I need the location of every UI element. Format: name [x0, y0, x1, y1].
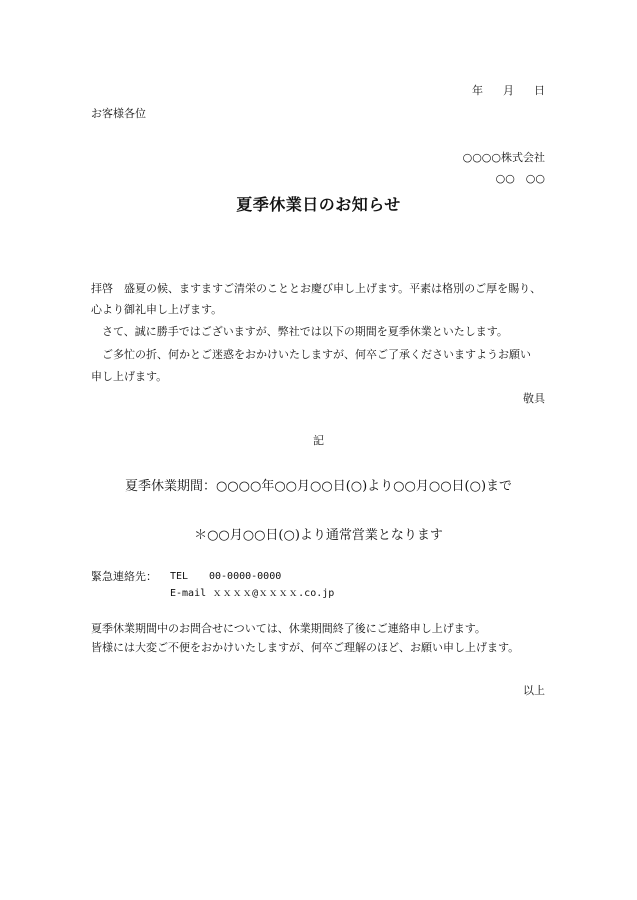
contact-tel-label: TEL [170, 571, 189, 582]
date-month: 月 [503, 84, 514, 97]
date-line [472, 84, 545, 98]
closing-keigu: 敬具 [523, 392, 545, 405]
body-line-1: 拝啓 盛夏の候、ますますご清栄のこととお慶び申し上げます。平素は格別のご厚を賜り、 [91, 282, 542, 295]
date-day: 日 [534, 84, 545, 97]
resume-notice: ＊○○月○○日(○)より通常営業となります [194, 528, 443, 543]
body-line-5: 申し上げます。 [91, 370, 168, 383]
holiday-period: 夏季休業期間：○○○○年○○月○○日(○)より○○月○○日(○)まで [124, 479, 513, 494]
notes-line-1: 夏季休業期間中のお問合せについては、休業期間終了後にご連絡申し上げます。 [91, 622, 486, 635]
sender-company: ○○○○株式会社 [462, 151, 545, 164]
closing-ijou: 以上 [523, 684, 545, 697]
body-line-4: ご多忙の折、何かとご迷惑をおかけいたしますが、何卒ご了承くださいますようお願い [91, 348, 531, 361]
body-line-2: 心より御礼申し上げます。 [91, 303, 223, 316]
date-year: 年 [472, 84, 483, 97]
sender-name: ○○ ○○ [495, 172, 545, 185]
contact-tel: 00-0000-0000 [209, 571, 282, 582]
recipient: お客様各位 [91, 107, 146, 120]
body-line-3: さて、誠に勝手ではございますが、弊社では以下の期間を夏季休業といたします。 [91, 325, 508, 338]
contact-label: 緊急連絡先： [91, 570, 157, 583]
contact-email: E-mail ｘｘｘｘ@ｘｘｘｘ.co.jp [170, 588, 335, 599]
ki-heading: 記 [313, 434, 324, 447]
document-title: 夏季休業日のお知らせ [236, 195, 401, 214]
notes-line-2: 皆様には大変ご不便をおかけいたしますが、何卒ご理解のほど、お願い申し上げます。 [91, 641, 520, 654]
